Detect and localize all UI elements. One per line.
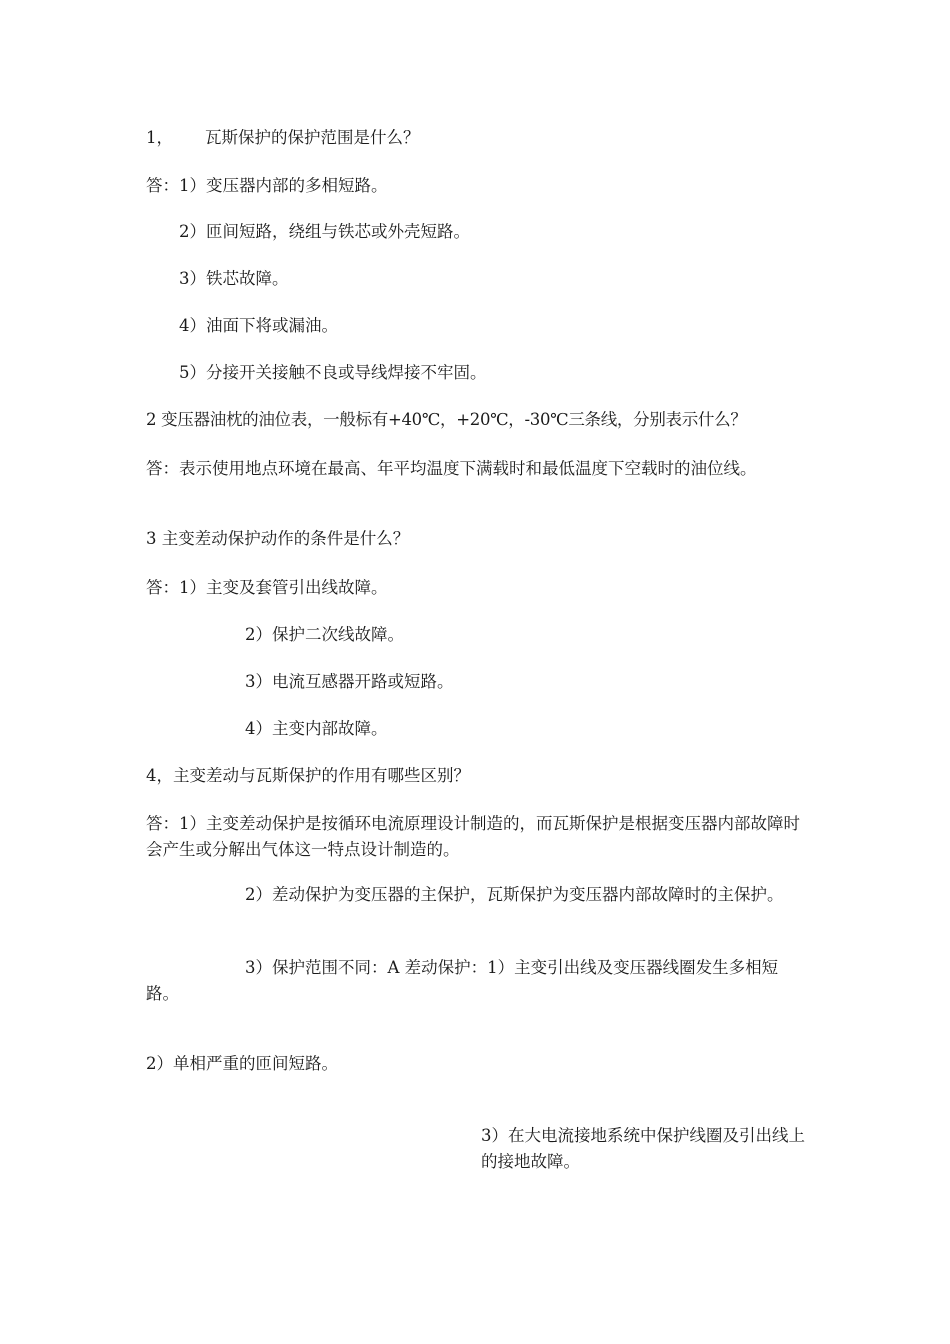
- q1-number: 1，: [146, 128, 173, 147]
- q1-item-4: 4）油面下将或漏油。: [179, 316, 338, 335]
- q3-item-2: 2）保护二次线故障。: [245, 625, 404, 644]
- q4-answer-3: 3）保护范围不同：A 差动保护：1）主变引出线及变压器线圈发生多相短路。: [146, 958, 779, 1003]
- q2-question: 2 变压器油枕的油位表，一般标有+40℃，+20℃，-30℃三条线，分别表示什么？: [146, 410, 747, 429]
- q3-item-4: 4）主变内部故障。: [245, 719, 388, 738]
- q1-question: 瓦斯保护的保护范围是什么？: [205, 128, 420, 147]
- q4-sub-item-3: 3）在大电流接地系统中保护线圈及引出线上的接地故障。: [481, 1126, 805, 1171]
- q4-sub-item-2: 2）单相严重的匝间短路。: [146, 1054, 338, 1073]
- q1-answer-lead: 答：1）变压器内部的多相短路。: [146, 176, 388, 195]
- q4-question: 4，主变差动与瓦斯保护的作用有哪些区别？: [146, 766, 470, 785]
- q3-question: 3 主变差动保护动作的条件是什么？: [146, 529, 410, 548]
- q1-item-5: 5）分接开关接触不良或导线焊接不牢固。: [179, 363, 487, 382]
- q4-answer-1: 答：1）主变差动保护是按循环电流原理设计制造的，而瓦斯保护是根据变压器内部故障时会产生或分解出气体这一特点设计制造的。: [146, 814, 800, 859]
- q4-answer-2: 2）差动保护为变压器的主保护，瓦斯保护为变压器内部故障时的主保护。: [245, 885, 784, 904]
- q3-item-3: 3）电流互感器开路或短路。: [245, 672, 454, 691]
- q2-answer: 答：表示使用地点环境在最高、年平均温度下满载时和最低温度下空载时的油位线。: [146, 459, 757, 478]
- q1-item-2: 2）匝间短路，绕组与铁芯或外壳短路。: [179, 222, 470, 241]
- q3-answer-lead: 答：1）主变及套管引出线故障。: [146, 578, 388, 597]
- q1-item-3: 3）铁芯故障。: [179, 269, 289, 288]
